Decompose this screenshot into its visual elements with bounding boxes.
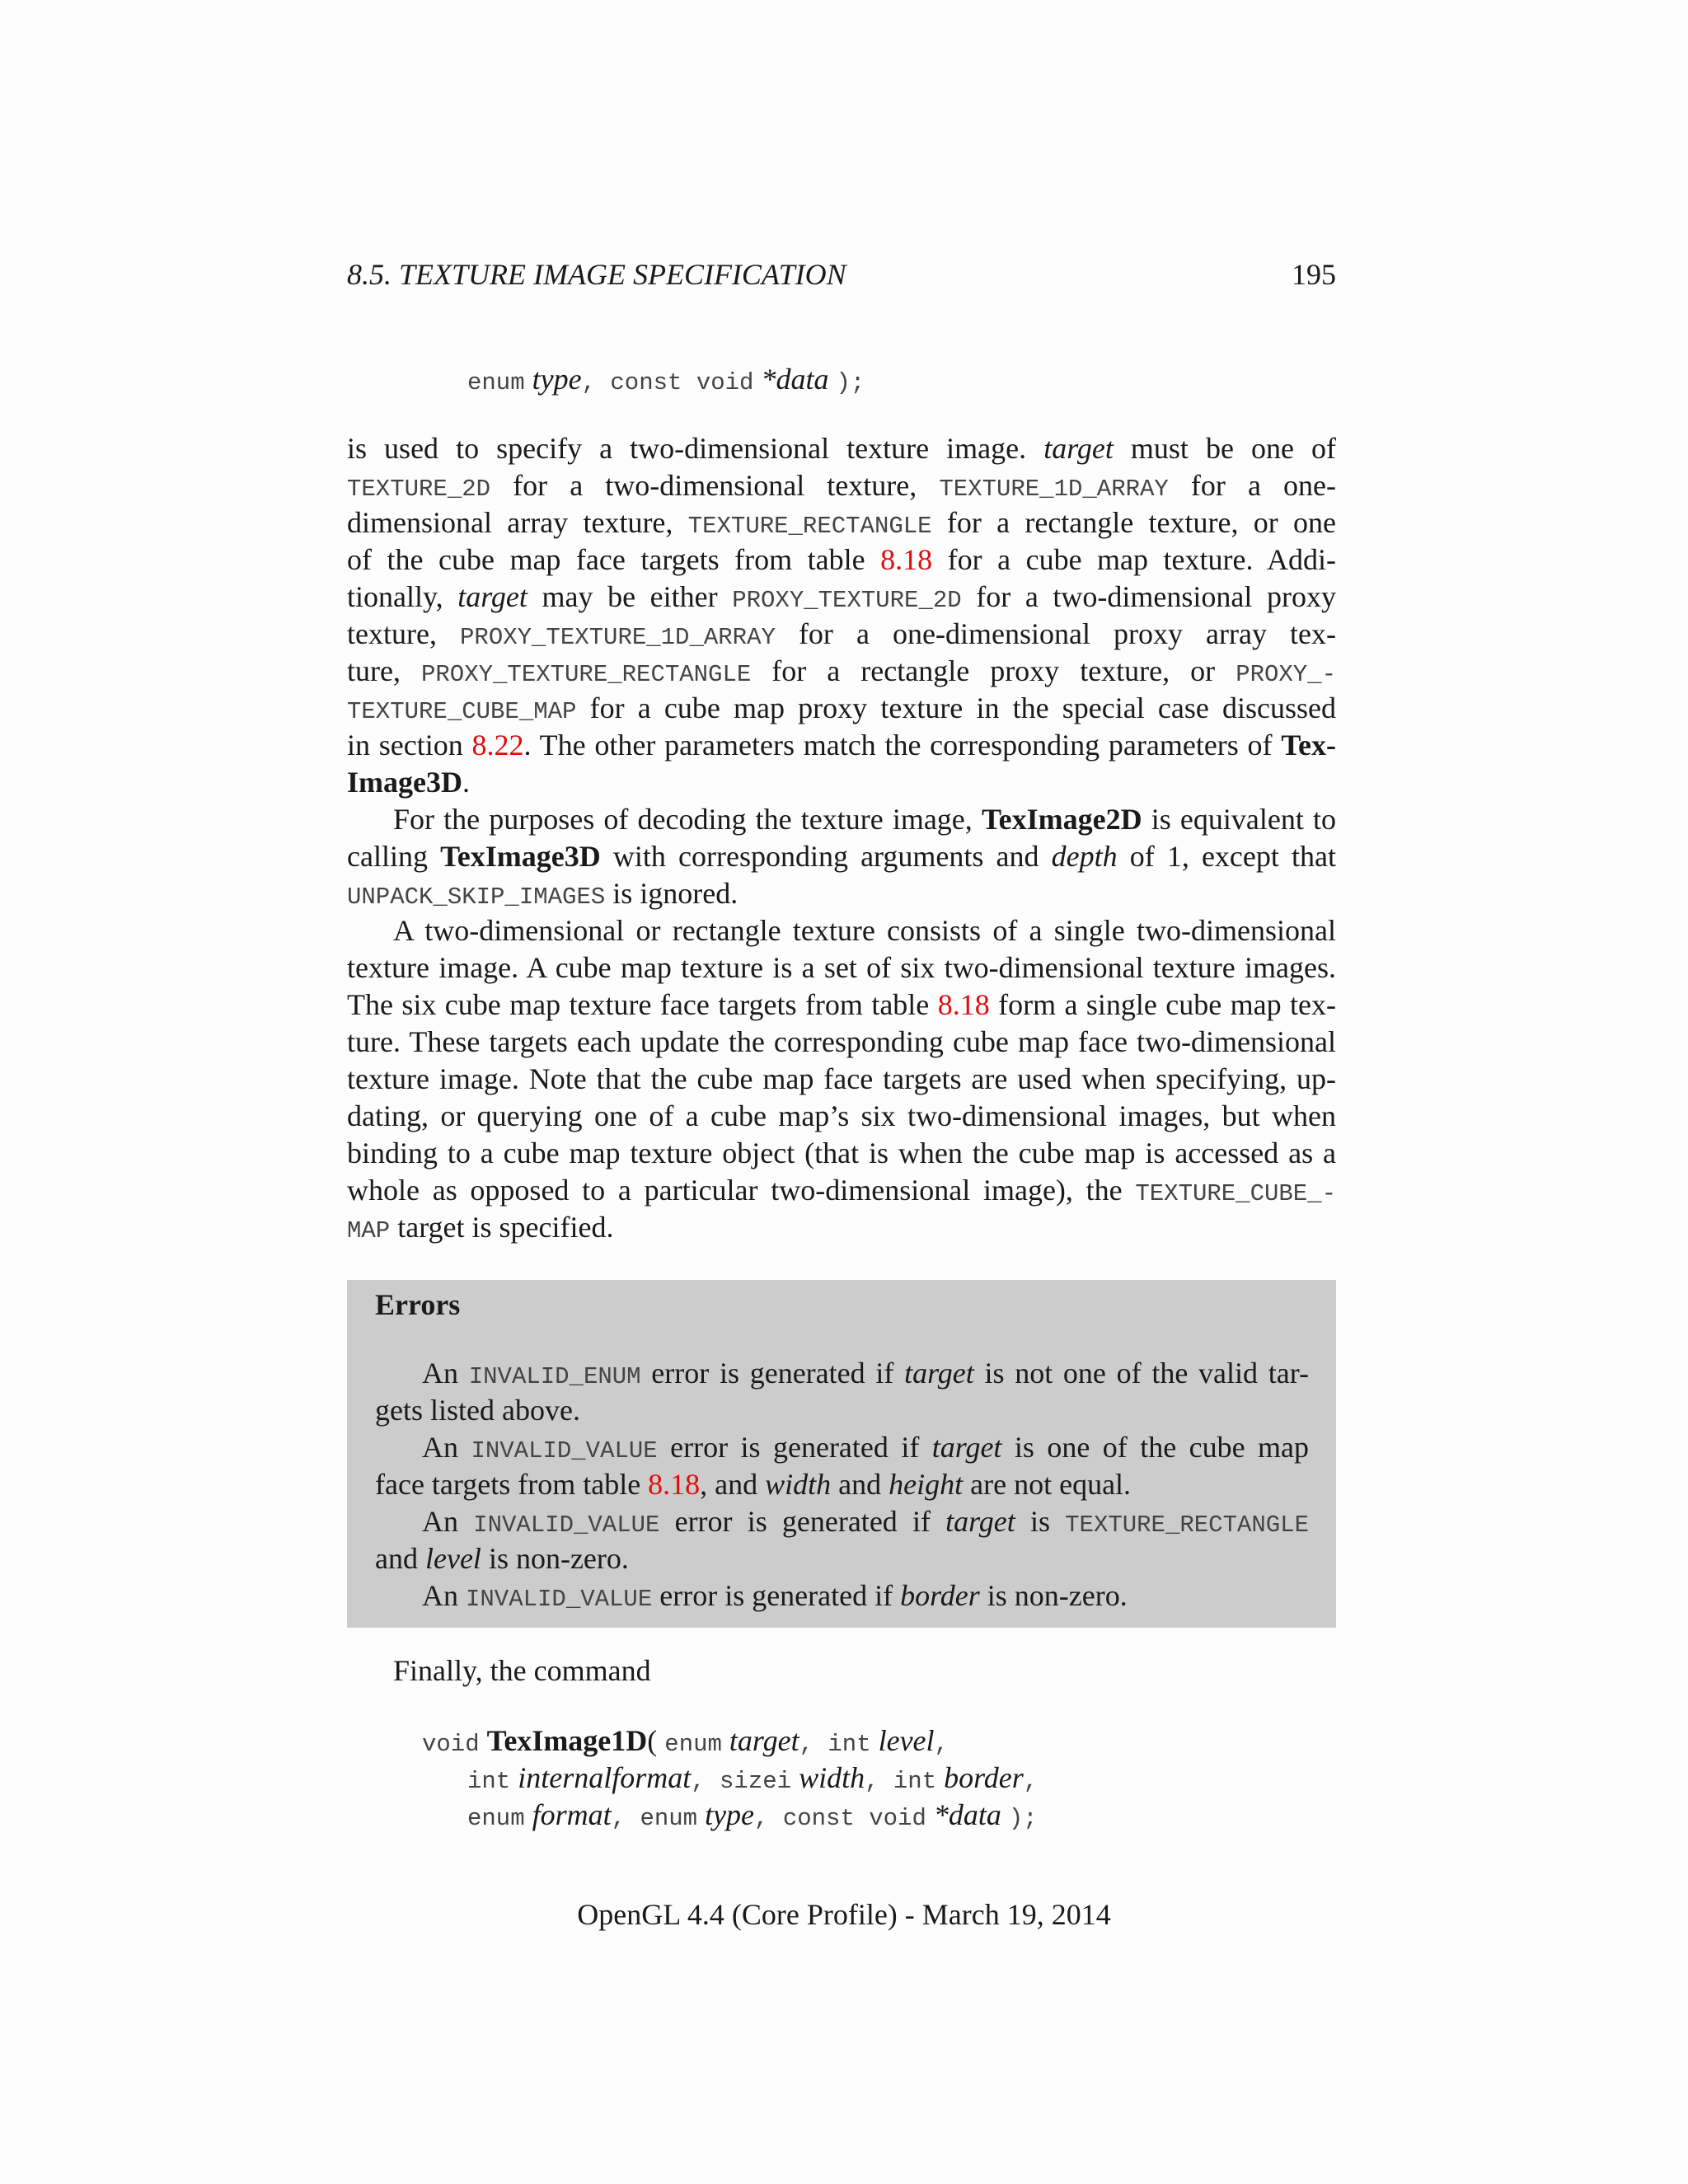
table-ref-link[interactable]: 8.18: [937, 988, 990, 1021]
errors-heading: Errors: [375, 1288, 461, 1321]
function-name: TexImage1D: [486, 1724, 648, 1757]
table-ref-link[interactable]: 8.18: [648, 1468, 701, 1501]
running-header: 8.5. TEXTURE IMAGE SPECIFICATION: [347, 258, 846, 291]
signature-fragment: enum type, const void *data );: [467, 363, 865, 396]
section-ref-link[interactable]: 8.22: [471, 729, 524, 762]
page-footer: OpenGL 4.4 (Core Profile) - March 19, 2014: [577, 1898, 1111, 1931]
page-number: 195: [1292, 258, 1336, 291]
finally-text: Finally, the command: [393, 1654, 651, 1687]
table-ref-link[interactable]: 8.18: [880, 543, 933, 576]
